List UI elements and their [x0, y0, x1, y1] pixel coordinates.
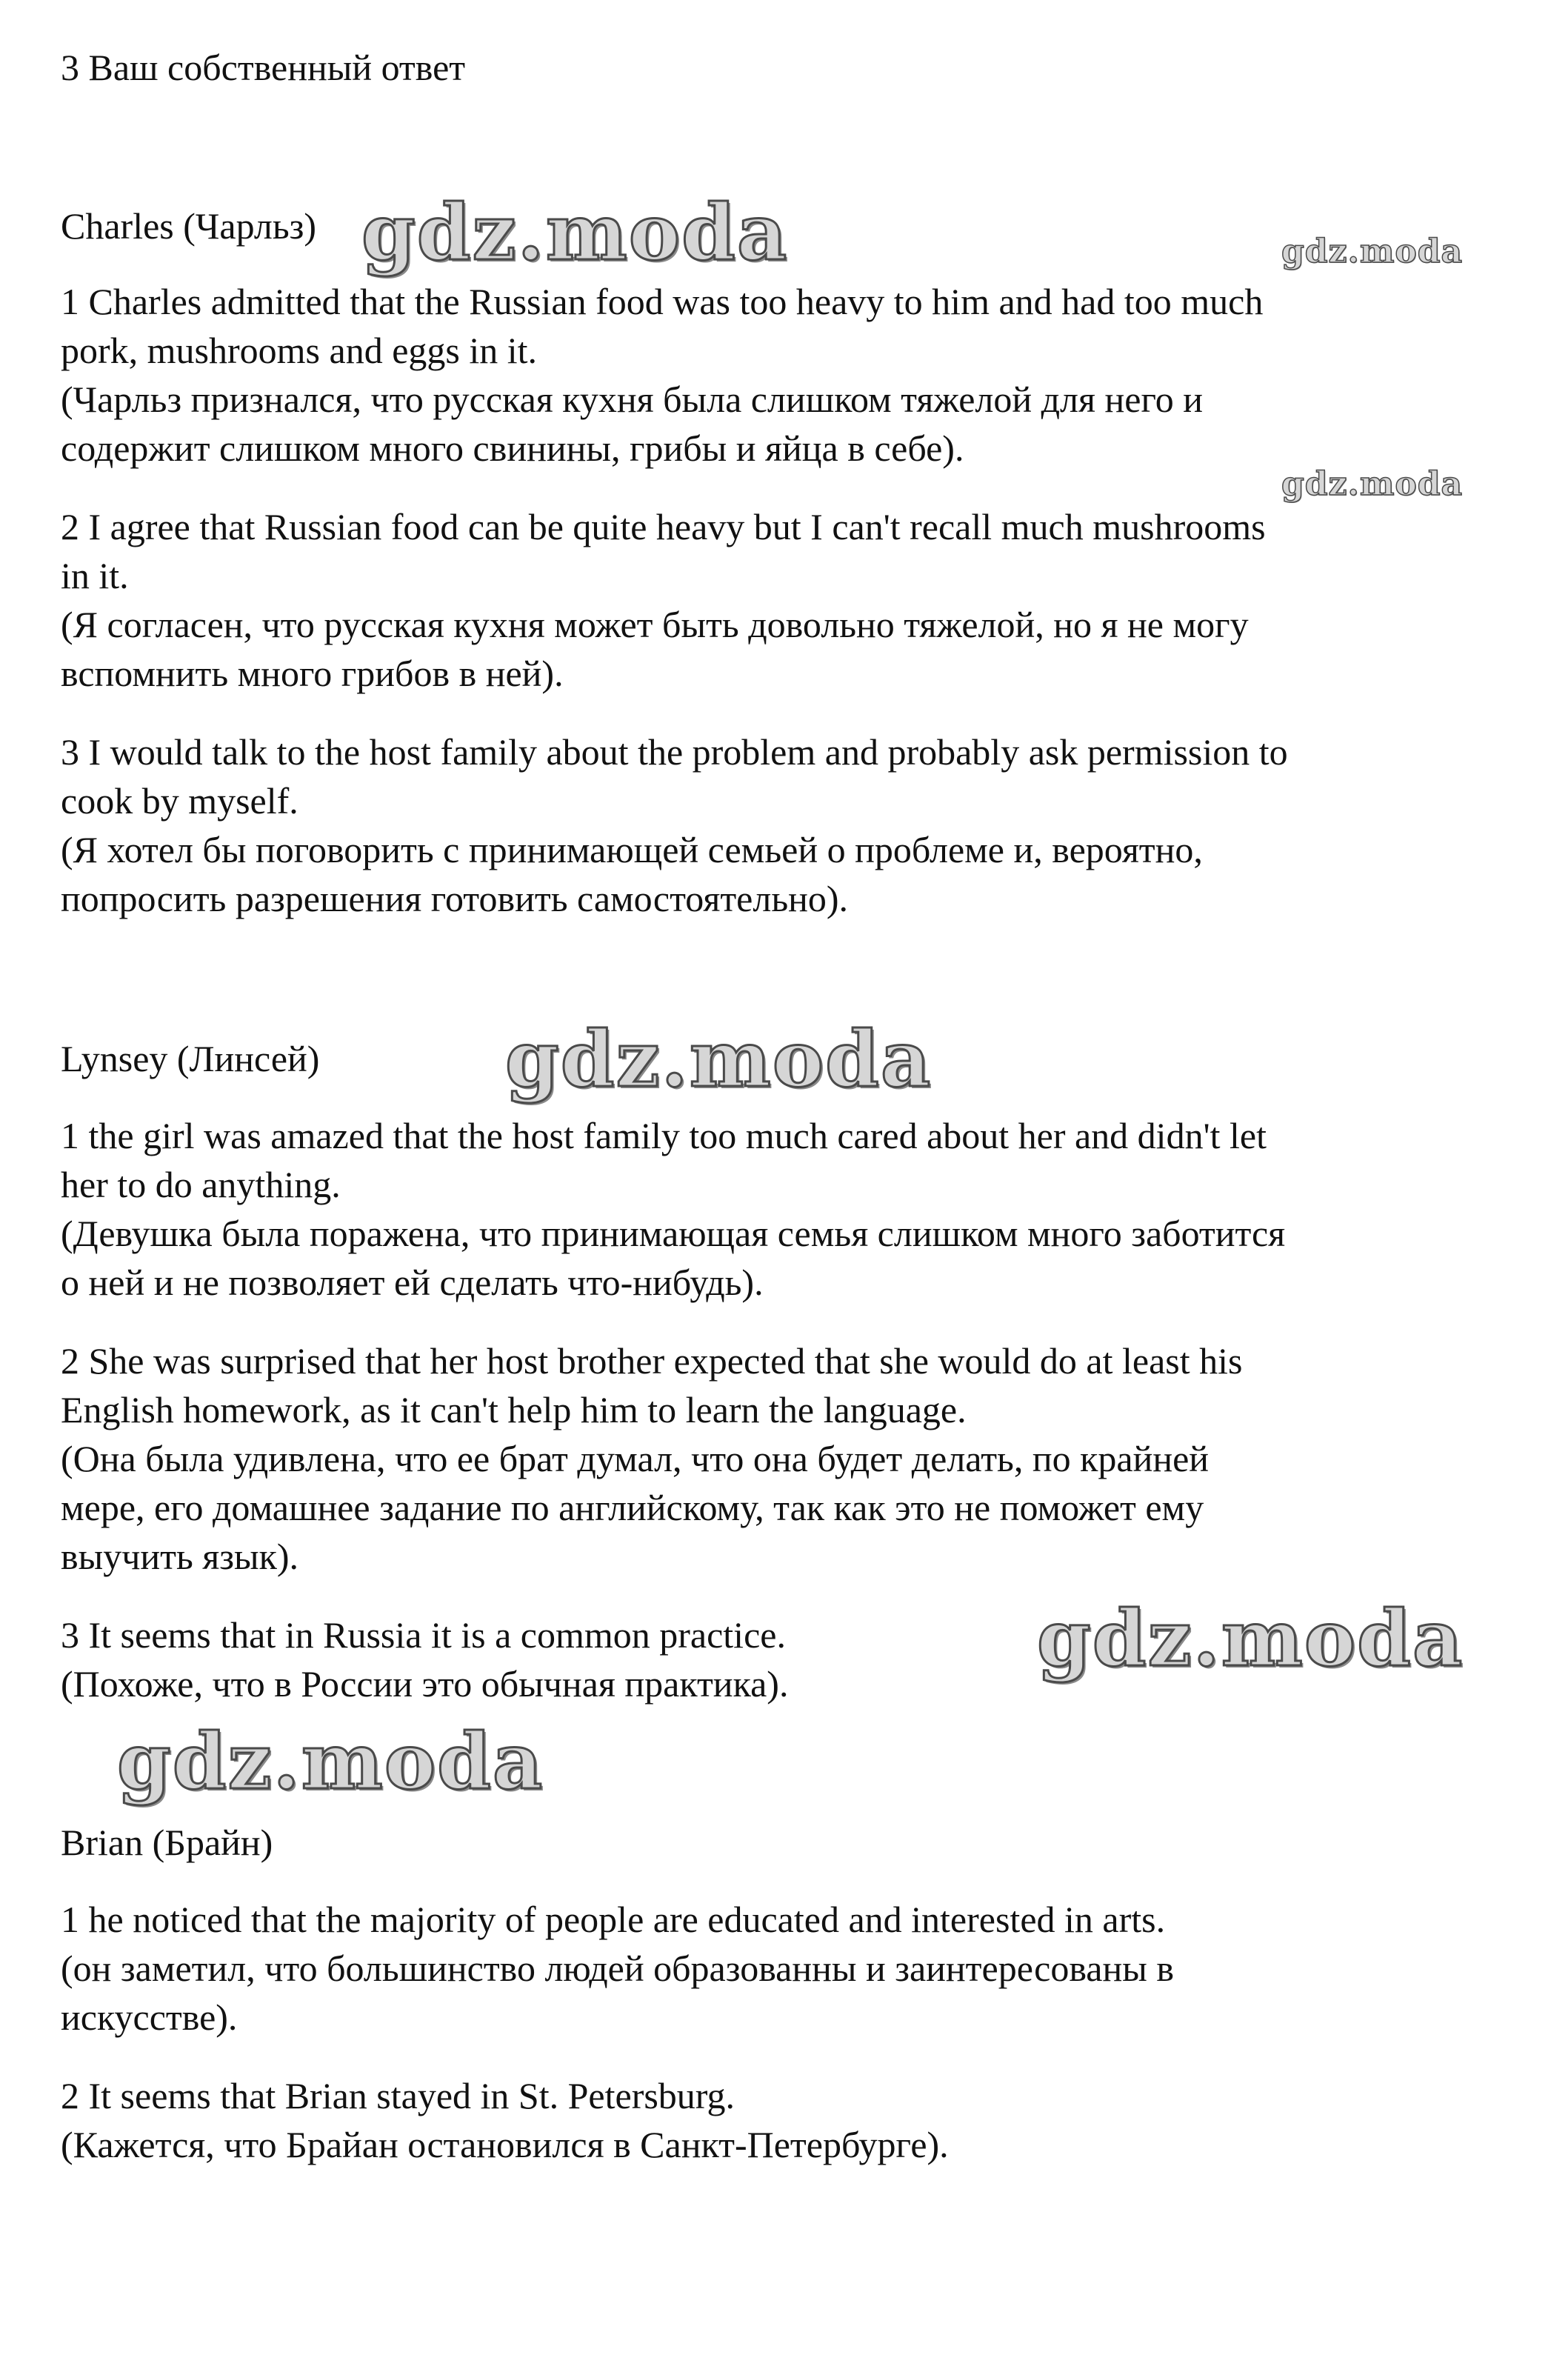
charles-answer-3-line-4: попросить разрешения готовить самостоятельно).	[61, 878, 849, 919]
charles-answer-2-line-3: (Я согласен, что русская кухня может быть довольно тяжелой, но я не могу	[61, 604, 1249, 645]
brian-answer-2-line-2: (Кажется, что Брайан остановился в Санкт-Петербурге).	[61, 2124, 949, 2165]
lynsey-answer-2-line-5: выучить язык).	[61, 1536, 299, 1577]
lynsey-answer-3-line-2: (Похоже, что в России это обычная практика).	[61, 1663, 789, 1705]
lynsey-answer-1-line-2: her to do anything.	[61, 1164, 341, 1205]
charles-answer-1-line-1: 1 Charles admitted that the Russian food was too heavy to him and had too much	[61, 281, 1264, 322]
charles-answer-1-line-4: содержит слишком много свинины, грибы и яйца в себе).	[61, 427, 964, 469]
watermark-logo-small: gdz.moda	[1281, 233, 1464, 270]
watermark-logo: gdz.moda	[117, 1716, 544, 1807]
brian-answer-1-line-2: (он заметил, что большинство людей образованны и заинтересованы в	[61, 1948, 1174, 1989]
lynsey-answer-2-line-4: мере, его домашнее задание по английскому, так как это не поможет ему	[61, 1487, 1204, 1528]
charles-answer-2-line-1: 2 I agree that Russian food can be quite heavy but I can't recall much mushrooms	[61, 506, 1266, 547]
page-header: 3 Ваш собственный ответ	[61, 47, 466, 88]
watermark-logo-small: gdz.moda	[1281, 465, 1464, 503]
charles-answer-2-line-2: in it.	[61, 555, 129, 596]
lynsey-answer-2-line-2: English homework, as it can't help him to learn the language.	[61, 1389, 967, 1430]
brian-answer-1-line-3: искусстве).	[61, 1996, 238, 2038]
charles-answer-3-line-2: cook by myself.	[61, 780, 298, 822]
watermark-logo: gdz.moda	[361, 187, 789, 278]
lynsey-answer-3-line-1: 3 It seems that in Russia it is a common practice.	[61, 1614, 786, 1656]
section-title-lynsey: Lynsey (Линсей)	[61, 1038, 320, 1079]
lynsey-answer-1-line-4: о ней и не позволяет ей сделать что-нибудь).	[61, 1262, 764, 1303]
charles-answer-1-line-3: (Чарльз признался, что русская кухня была слишком тяжелой для него и	[61, 379, 1203, 420]
brian-answer-2-line-1: 2 It seems that Brian stayed in St. Petersburg.	[61, 2075, 735, 2116]
charles-answer-2-line-4: вспомнить много грибов в ней).	[61, 653, 564, 694]
charles-answer-3-line-1: 3 I would talk to the host family about the problem and probably ask permission to	[61, 731, 1288, 773]
section-title-brian: Brian (Брайн)	[61, 1822, 273, 1863]
charles-answer-3-line-3: (Я хотел бы поговорить с принимающей семьей о проблеме и, вероятно,	[61, 829, 1203, 870]
section-title-charles: Charles (Чарльз)	[61, 205, 317, 247]
lynsey-answer-1-line-1: 1 the girl was amazed that the host family too much cared about her and didn't let	[61, 1115, 1267, 1156]
lynsey-answer-2-line-1: 2 She was surprised that her host brother expected that she would do at least his	[61, 1340, 1243, 1382]
lynsey-answer-2-line-3: (Она была удивлена, что ее брат думал, что она будет делать, по крайней	[61, 1438, 1210, 1479]
watermark-logo: gdz.moda	[1037, 1593, 1464, 1684]
brian-answer-1-line-1: 1 he noticed that the majority of people are educated and interested in arts.	[61, 1899, 1166, 1940]
watermark-logo: gdz.moda	[505, 1013, 933, 1105]
charles-answer-1-line-2: pork, mushrooms and eggs in it.	[61, 330, 538, 371]
lynsey-answer-1-line-3: (Девушка была поражена, что принимающая семья слишком много заботится	[61, 1213, 1286, 1254]
